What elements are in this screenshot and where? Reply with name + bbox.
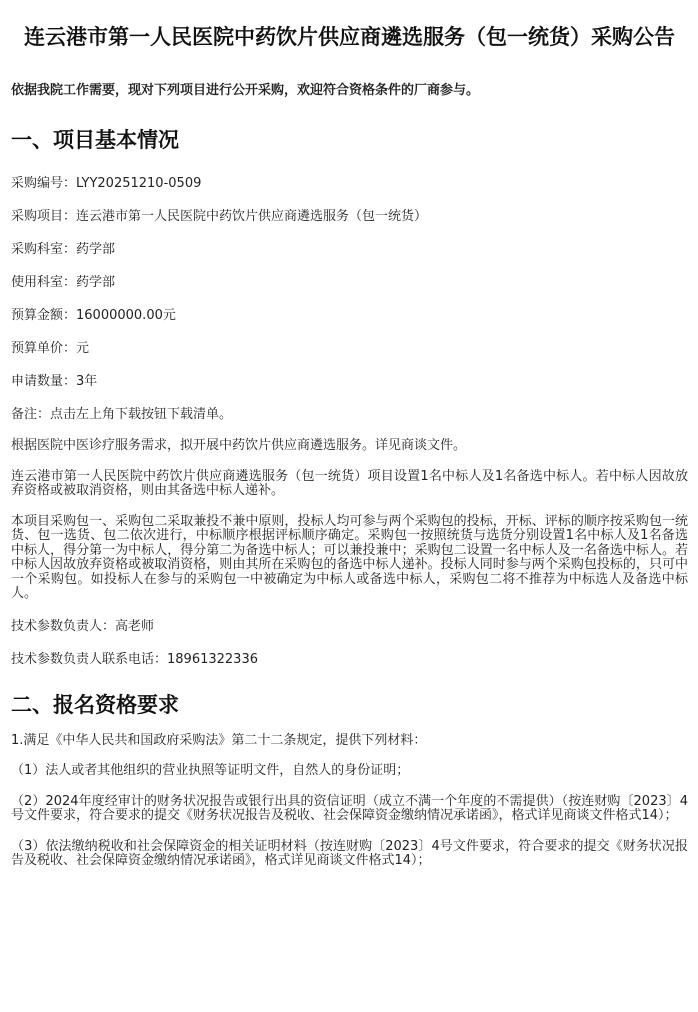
requirement-item: （1）法人或者其他组织的营业执照等证明文件，自然人的身份证明； xyxy=(11,763,410,778)
page-title: 连云港市第一人民医院中药饮片供应商遴选服务（包一统货）采购公告 xyxy=(24,25,675,49)
field-procurement-department xyxy=(11,241,688,258)
field-value: 3年 xyxy=(76,374,98,389)
announcement-page xyxy=(0,22,698,869)
paragraph-service-need: 根据医院中医诊疗服务需求，拟开展中药饮片供应商遴选服务。详见商谈文件。 xyxy=(11,438,467,453)
field-label: 预算金额： xyxy=(11,308,77,323)
field-procurement-number xyxy=(11,175,688,192)
field-label: 技术参数负责人联系电话： xyxy=(11,651,168,667)
field-budget-unit-price xyxy=(11,340,688,357)
field-label: 技术参数负责人： xyxy=(11,618,116,634)
field-value: 16000000.00元 xyxy=(76,308,176,323)
field-value: 高老师 xyxy=(115,618,155,634)
field-value: 药学部 xyxy=(76,242,116,257)
field-label: 使用科室： xyxy=(11,275,77,290)
intro-text: 依据我院工作需要，现对下列项目进行公开采购，欢迎符合资格条件的厂商参与。 xyxy=(11,83,480,98)
field-label: 采购编号： xyxy=(11,176,77,191)
field-label: 申请数量： xyxy=(11,374,77,389)
paragraph-package-rules: 本项目采购包一、采购包二采取兼投不兼中原则，投标人均可参与两个采购包的投标，开标、评标的顺序按采购包一统货、包一选货、包二依次进行，中标顺序根据评标顺序确定。采购包一按照统货与选货分别设置1名中标人及1名备选中标人，得分第一为中标人，得分第二为备选中标人；可以兼投兼中；采购包二设置一名中标人及一名备选中标人。若中标人因故放弃资格或被取消资格，则由其所在采购包的备选中标人递补。投标人同时参与两个采购包投标的，只可中一个采购包。如投标人在参与的采购包一中被确定为中标人或备选中标人，采购包二将不推荐为中标选人及备选中标人。 xyxy=(11,513,688,601)
paragraph-winner-setup: 连云港市第一人民医院中药饮片供应商遴选服务（包一统货）项目设置1名中标人及1名备选中标人。若中标人因故放弃资格或被取消资格，则由其备选中标人递补。 xyxy=(11,468,688,498)
requirement-item: （2）2024年度经审计的财务状况报告或银行出具的资信证明（成立不满一个年度的不需提供）（按连财购〔2023〕4号文件要求，符合要求的提交《财务状况报告及税收、社会保障资金缴纳情况承诺函》，格式详见商谈文件格式14）； xyxy=(11,793,688,823)
field-value: 18961322336 xyxy=(167,651,258,667)
field-value: 元 xyxy=(76,341,90,356)
field-label: 备注： xyxy=(11,407,51,422)
field-remarks xyxy=(11,406,688,423)
field-tech-contact-phone xyxy=(11,651,688,668)
field-request-quantity xyxy=(11,373,688,390)
requirement-item: （3）依法缴纳税收和社会保障资金的相关证明材料（按连财购〔2023〕4号文件要求，符合要求的提交《财务状况报告及税收、社会保障资金缴纳情况承诺函》，格式详见商谈文件格式14）； xyxy=(11,838,688,868)
field-value: 点击左上角下载按钮下载清单。 xyxy=(50,407,233,422)
field-using-department xyxy=(11,274,688,291)
field-value: LYY20251210-0509 xyxy=(76,176,202,191)
field-value: 连云港市第一人民医院中药饮片供应商遴选服务（包一统货） xyxy=(76,209,428,224)
field-value: 药学部 xyxy=(76,275,116,290)
requirement-item: 1.满足《中华人民共和国政府采购法》第二十二条规定，提供下列材料： xyxy=(11,732,427,748)
section-heading-qualification: 二、报名资格要求 xyxy=(11,692,179,717)
field-label: 预算单价： xyxy=(11,341,77,356)
field-label: 采购科室： xyxy=(11,242,77,257)
field-budget-amount xyxy=(11,307,688,324)
field-procurement-project xyxy=(11,208,688,225)
section-heading-basic-info: 一、项目基本情况 xyxy=(11,128,179,152)
field-tech-contact xyxy=(11,618,688,635)
field-label: 采购项目： xyxy=(11,209,77,224)
